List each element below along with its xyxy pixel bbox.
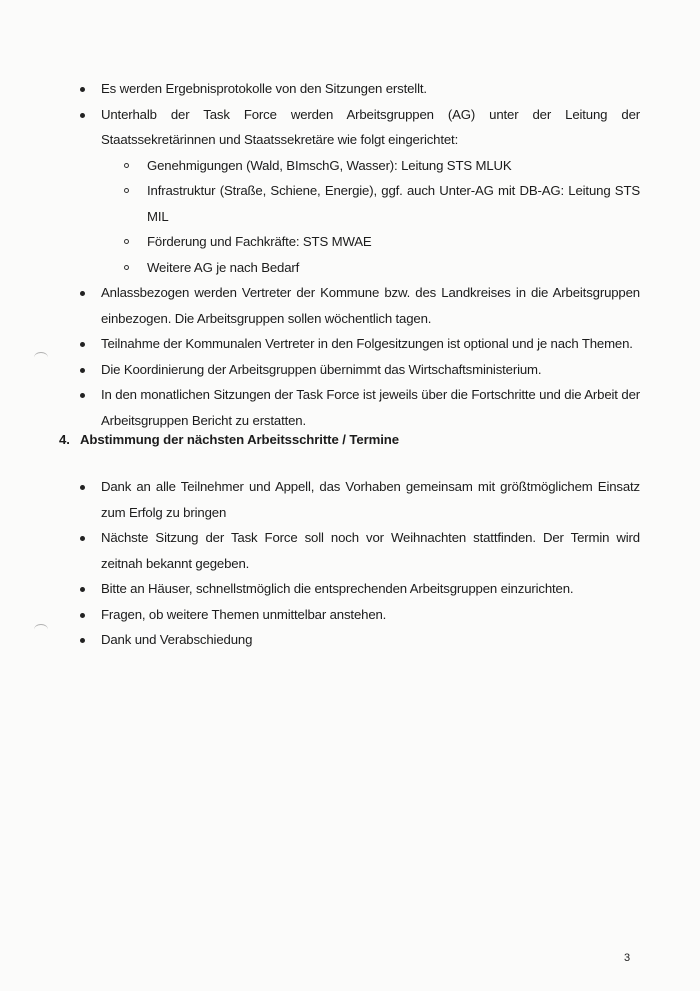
bullet-dot-icon — [80, 613, 85, 618]
section-title: Abstimmung der nächsten Arbeitsschritte / Termine — [80, 432, 399, 447]
circle-bullet-icon — [124, 239, 129, 244]
page-number: 3 — [624, 952, 631, 964]
bullet-text: Fragen, ob weitere Themen unmittelbar anstehen. — [101, 606, 387, 622]
bullet-item — [80, 576, 640, 602]
bullet-dot-icon — [80, 536, 85, 541]
bullet-dot-icon — [80, 291, 85, 296]
bullet-item — [80, 382, 640, 433]
bullet-text: Bitte an Häuser, schnellstmöglich die entsprechenden Arbeitsgruppen einzurichten. — [101, 581, 574, 596]
scan-mark — [34, 624, 48, 635]
circle-bullet-icon — [124, 265, 129, 270]
sub-item-text: Infrastruktur (Straße, Schiene, Energie), ggf. auch Unter-AG mit DB-AG: Leitung STS MIL — [147, 183, 640, 224]
sub-item-text: Förderung und Fachkräfte: STS MWAE — [147, 234, 372, 249]
top-bullet-list — [80, 76, 640, 433]
scan-mark — [34, 352, 48, 363]
bullet-item — [80, 76, 640, 102]
bullet-item — [80, 331, 640, 357]
bullet-dot-icon — [80, 113, 85, 118]
bullet-dot-icon — [80, 485, 85, 490]
bullet-text: Die Koordinierung der Arbeitsgruppen übernimmt das Wirtschaftsministerium. — [101, 361, 542, 377]
bullet-text: Unterhalb der Task Force werden Arbeitsgruppen (AG) unter der Leitung der Staatssekretärinnen und Staatssekretäre wie folgt eingerichtet: — [101, 106, 640, 147]
section-number: 4. — [59, 432, 70, 447]
bullet-text: Teilnahme der Kommunalen Vertreter in den Folgesitzungen ist optional und je nach Themen. — [101, 336, 633, 351]
section-heading — [59, 432, 399, 447]
bullet-text: Es werden Ergebnisprotokolle von den Sitzungen erstellt. — [101, 81, 427, 96]
circle-bullet-icon — [124, 188, 129, 193]
sub-item — [101, 153, 640, 179]
bullet-text: Dank an alle Teilnehmer und Appell, das Vorhaben gemeinsam mit größtmöglichem Einsatz zum Erfolg zu bringen — [101, 479, 640, 520]
bullet-dot-icon — [80, 342, 85, 347]
bullet-item — [80, 627, 640, 653]
sub-item — [101, 255, 640, 281]
bullet-dot-icon — [80, 87, 85, 92]
sub-item-text: Genehmigungen (Wald, BImschG, Wasser): Leitung STS MLUK — [147, 157, 512, 173]
bullet-item — [80, 357, 640, 383]
bullet-item — [80, 102, 640, 281]
bullet-text: Anlassbezogen werden Vertreter der Kommune bzw. des Landkreises in die Arbeitsgruppen einbezogen. Die Arbeitsgruppen sollen wöchentlich tagen. — [101, 285, 640, 326]
sub-item — [101, 229, 640, 255]
bullet-dot-icon — [80, 393, 85, 398]
bullet-dot-icon — [80, 368, 85, 373]
bullet-item — [80, 474, 640, 525]
sub-item-text: Weitere AG je nach Bedarf — [147, 259, 300, 275]
bullet-item — [80, 525, 640, 576]
bullet-text: Dank und Verabschiedung — [101, 632, 253, 647]
bullet-dot-icon — [80, 587, 85, 592]
bullet-item — [80, 602, 640, 628]
bullet-dot-icon — [80, 638, 85, 643]
bullet-item — [80, 280, 640, 331]
sub-item — [101, 178, 640, 229]
bullet-text: In den monatlichen Sitzungen der Task Force ist jeweils über die Fortschritte und die Arbeit der Arbeitsgruppen Bericht zu erstatten. — [101, 387, 640, 428]
ag-sub-list — [101, 153, 640, 281]
bullet-text: Nächste Sitzung der Task Force soll noch vor Weihnachten stattfinden. Der Termin wird zeitnah bekannt gegeben. — [101, 530, 640, 571]
circle-bullet-icon — [124, 163, 129, 168]
section4-bullet-list — [80, 474, 640, 653]
